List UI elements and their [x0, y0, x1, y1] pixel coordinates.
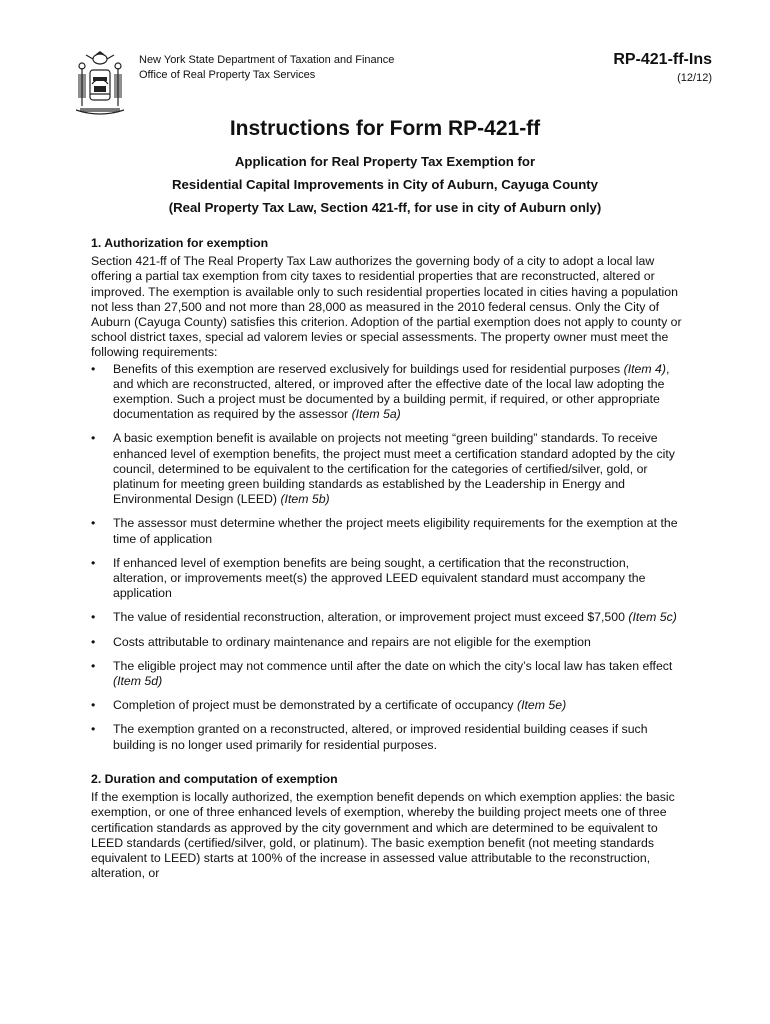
- subtitle: [0, 150, 770, 219]
- instructions-body: [91, 236, 685, 881]
- subtitle-line-3: (Real Property Tax Law, Section 421-ff, for use in city of Auburn only): [168, 200, 602, 215]
- section-1-heading: 1. Authorization for exemption: [91, 236, 269, 250]
- requirement-item: [91, 722, 685, 752]
- section-2-paragraph: If the exemption is locally authorized, the exemption benefit depends on which exemption applies: the basic exemption, or one of three enhanced levels of exemption, whereby the building project meets one of three certification standards as approved by the city government and which are determined to be equivalent to LEED standards (certified/silver, gold, or platinum). The basic exemption benefit (not meeting standards equivalent to LEED) starts at 100% of the increase in assessed value attributable to the reconstruction, alteration, or: [91, 790, 675, 881]
- item-reference: (Item 5c): [628, 610, 677, 625]
- subtitle-line-2: Residential Capital Improvements in City of Auburn, Cayuga County: [172, 177, 598, 192]
- requirement-text: Costs attributable to ordinary maintenance and repairs are not eligible for the exemption: [113, 634, 591, 649]
- item-reference: (Item 5e): [516, 698, 567, 713]
- requirement-item: [91, 516, 685, 546]
- item-reference: (Item 5a): [351, 407, 401, 422]
- form-revision-date: (12/12): [677, 72, 712, 84]
- bullet-icon: •: [91, 361, 96, 376]
- requirement-text: The exemption granted on a reconstructed, altered, or improved residential building ceases if such building is no longer used primarily for residential purposes.: [113, 722, 648, 752]
- bullet-icon: •: [91, 722, 96, 737]
- requirement-item: [91, 698, 685, 713]
- requirement-text: The value of residential reconstruction, alteration, or improvement project must exceed $7,500: [113, 610, 629, 625]
- requirement-item: [91, 431, 685, 507]
- agency-block: [139, 53, 394, 83]
- bullet-icon: •: [91, 555, 96, 570]
- subtitle-line-1: Application for Real Property Tax Exemption for: [234, 154, 536, 169]
- agency-name: New York State Department of Taxation and Finance: [139, 54, 395, 66]
- page-title: Instructions for Form RP-421-ff: [229, 117, 541, 140]
- item-reference: (Item 4): [623, 361, 666, 376]
- requirement-text: The eligible project may not commence until after the date on which the city’s local law has taken effect: [113, 658, 673, 673]
- item-reference: (Item 5b): [280, 492, 330, 507]
- bullet-icon: •: [91, 698, 96, 713]
- requirement-item: [91, 556, 685, 602]
- requirement-text: Completion of project must be demonstrated by a certificate of occupancy: [113, 698, 517, 713]
- requirement-item: [91, 362, 685, 423]
- bullet-icon: •: [91, 610, 96, 625]
- requirement-item: [91, 659, 685, 689]
- requirements-list: [91, 362, 685, 753]
- section-2-heading: 2. Duration and computation of exemption: [91, 771, 338, 786]
- requirement-item: [91, 635, 685, 650]
- section-1-paragraph: Section 421-ff of The Real Property Tax Law authorizes the governing body of a city to adopt a local law offering a partial tax exemption from city taxes to residential properties that are reconstructed, altered or improved. The exemption is available only to such residential properties located in cities having a population not less than 27,500 and not more than 28,000 as measured in the 2010 federal census. Only the City of Auburn (Cayuga County) satisfies this criterion. Adoption of the partial exemption does not apply to county or school district taxes, special ad valorem levies or special assessments. The property owner must meet the following requirements:: [91, 254, 682, 360]
- requirement-text: Benefits of this exemption are reserved exclusively for buildings used for residential purposes: [113, 361, 624, 376]
- bullet-icon: •: [91, 516, 96, 531]
- form-number: RP-421-ff-Ins: [613, 51, 712, 68]
- office-name: Office of Real Property Tax Services: [139, 69, 316, 81]
- requirement-text: A basic exemption benefit is available on projects not meeting “green building” standards. To receive enhanced level of exemption benefits, the project must meet a certification standard adopted by the city council, determined to be equivalent to the certification for the categories of certified/silver, gold, or platinum for meeting green building standards as established by the Leadership in Energy and Environmental Design (LEED): [113, 431, 675, 507]
- bullet-icon: •: [91, 658, 96, 673]
- requirement-text: If enhanced level of exemption benefits are being sought, a certification that the reconstruction, alteration, or improvements meet(s) the approved LEED equivalent standard must accompany the application: [113, 555, 646, 601]
- form-identifier: [613, 50, 712, 86]
- bullet-icon: •: [91, 431, 96, 446]
- item-reference: (Item 5d): [113, 674, 163, 689]
- new-york-state-seal-icon: [68, 50, 132, 120]
- requirement-text: The assessor must determine whether the project meets eligibility requirements for the exemption at the time of application: [113, 516, 678, 546]
- requirement-text: , and which are reconstructed, altered, or improved after the effective date of the local law adopting the exemption. Such a project must be documented by a building permit, if required, or other appropriate documentation as required by the assessor: [113, 361, 670, 422]
- requirement-item: [91, 610, 685, 625]
- bullet-icon: •: [91, 634, 96, 649]
